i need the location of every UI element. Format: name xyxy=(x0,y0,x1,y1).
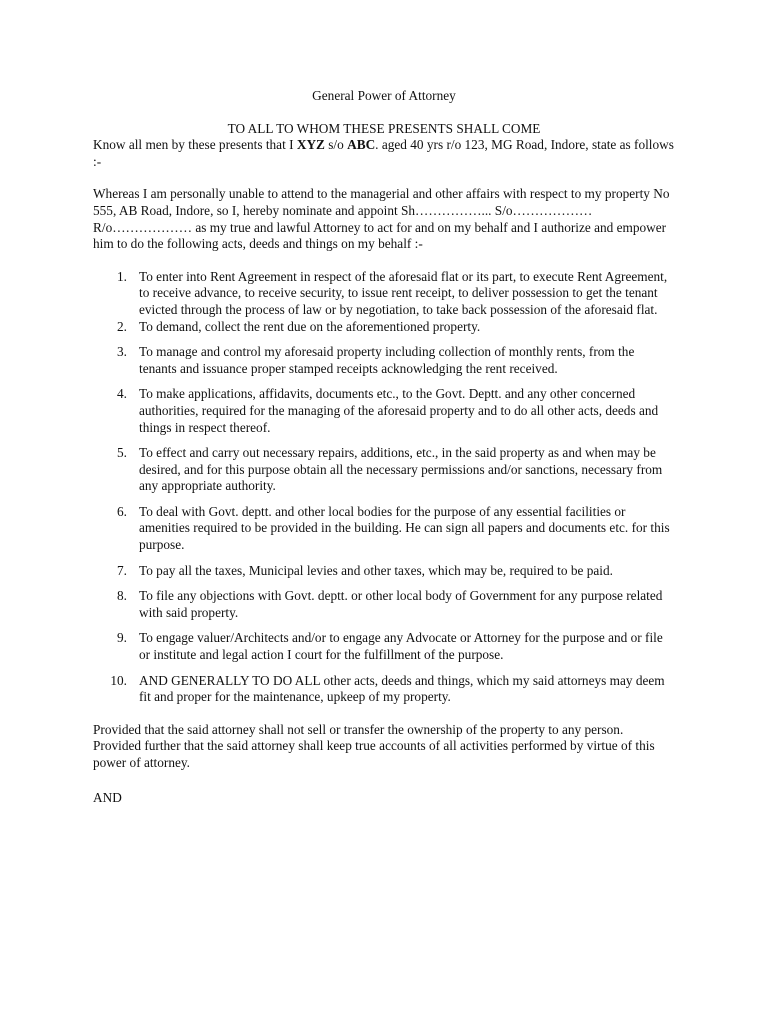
list-item xyxy=(93,386,675,436)
list-item xyxy=(93,504,675,554)
list-item-number: 10. xyxy=(110,672,127,688)
list-item-number: 2. xyxy=(117,318,127,334)
document-page xyxy=(93,88,675,806)
list-item-text: To effect and carry out necessary repairs, additions, etc., in the said property as and when may be desired, and for this purpose obtain all the necessary permissions and/or sanctions, necessary from any appropriate authority. xyxy=(139,445,663,494)
list-item xyxy=(93,319,675,336)
list-item-text: To file any objections with Govt. deptt. or other local body of Government for any purpose related with said property. xyxy=(139,588,663,620)
list-item-number: 3. xyxy=(117,344,127,360)
document-subtitle: TO ALL TO WHOM THESE PRESENTS SHALL COME xyxy=(227,120,541,136)
list-item-text: To enter into Rent Agreement in respect of the aforesaid flat or its part, to execute Rent Agreement, to receive advance, to receive security, to issue rent receipt, to deliver possession to get the tenant evicted through the process of law or by negotiation, to take back possession of the aforesaid flat. xyxy=(139,268,668,317)
list-item-number: 6. xyxy=(117,503,127,519)
document-title: General Power of Attorney xyxy=(312,88,456,103)
list-item-number: 5. xyxy=(117,445,127,461)
grantor-name: XYZ xyxy=(296,137,325,153)
list-item-text: To make applications, affidavits, documents etc., to the Govt. Deptt. and any other concerned authorities, required for the managing of the aforesaid property and to do all other acts, deeds and things in respect thereof. xyxy=(139,386,659,435)
list-item xyxy=(93,630,675,663)
proviso-paragraph: Provided that the said attorney shall not sell or transfer the ownership of the property to any person. xyxy=(93,721,624,737)
list-item xyxy=(93,588,675,621)
list-item-text: AND GENERALLY TO DO ALL other acts, deeds and things, which my said attorneys may deem fit and proper for the maintenance, upkeep of my property. xyxy=(139,672,665,705)
list-item-number: 7. xyxy=(117,562,127,578)
whereas-paragraph: Whereas I am personally unable to attend to the managerial and other affairs with respect to my property No 555, AB Road, Indore, so I, hereby nominate and appoint Sh……………... S/o……………… R/o……………… as my true and lawful Attorney to act for and on my behalf and I authorize and empower him to do the following acts, deeds and things on my behalf :- xyxy=(93,186,670,252)
list-item xyxy=(93,269,675,319)
closing-text: AND xyxy=(93,789,122,805)
intro-suffix: . aged 40 yrs r/o 123, MG Road, Indore, state as follows :- xyxy=(93,137,674,169)
acts-list xyxy=(93,269,675,706)
list-item-number: 1. xyxy=(117,268,127,284)
list-item-text: To pay all the taxes, Municipal levies and other taxes, which may be, required to be paid. xyxy=(139,562,613,578)
intro-relation: s/o xyxy=(324,137,348,153)
list-item-number: 9. xyxy=(117,630,127,646)
intro-prefix: Know all men by these presents that I xyxy=(93,137,297,153)
list-item-number: 4. xyxy=(117,386,127,402)
list-item-text: To manage and control my aforesaid property including collection of monthly rents, from the tenants and issuance proper stamped receipts acknowledging the rent received. xyxy=(139,344,635,376)
grantor-father-name: ABC xyxy=(347,137,376,153)
list-item-text: To engage valuer/Architects and/or to engage any Advocate or Attorney for the purpose and or file or institute and legal action I court for the fulfillment of the purpose. xyxy=(139,630,663,663)
list-item-number: 8. xyxy=(117,588,127,604)
intro-paragraph xyxy=(93,137,675,170)
list-item xyxy=(93,673,675,706)
list-item xyxy=(93,563,675,580)
list-item-text: To deal with Govt. deptt. and other local bodies for the purpose of any essential facilities or amenities required to be provided in the building. He can sign all papers and documents etc. for this purpose. xyxy=(139,503,670,553)
list-item xyxy=(93,445,675,495)
proviso-further-paragraph: Provided further that the said attorney shall keep true accounts of all activities performed by virtue of this power of attorney. xyxy=(93,738,655,770)
list-item-text: To demand, collect the rent due on the aforementioned property. xyxy=(139,318,481,334)
list-item xyxy=(93,344,675,377)
